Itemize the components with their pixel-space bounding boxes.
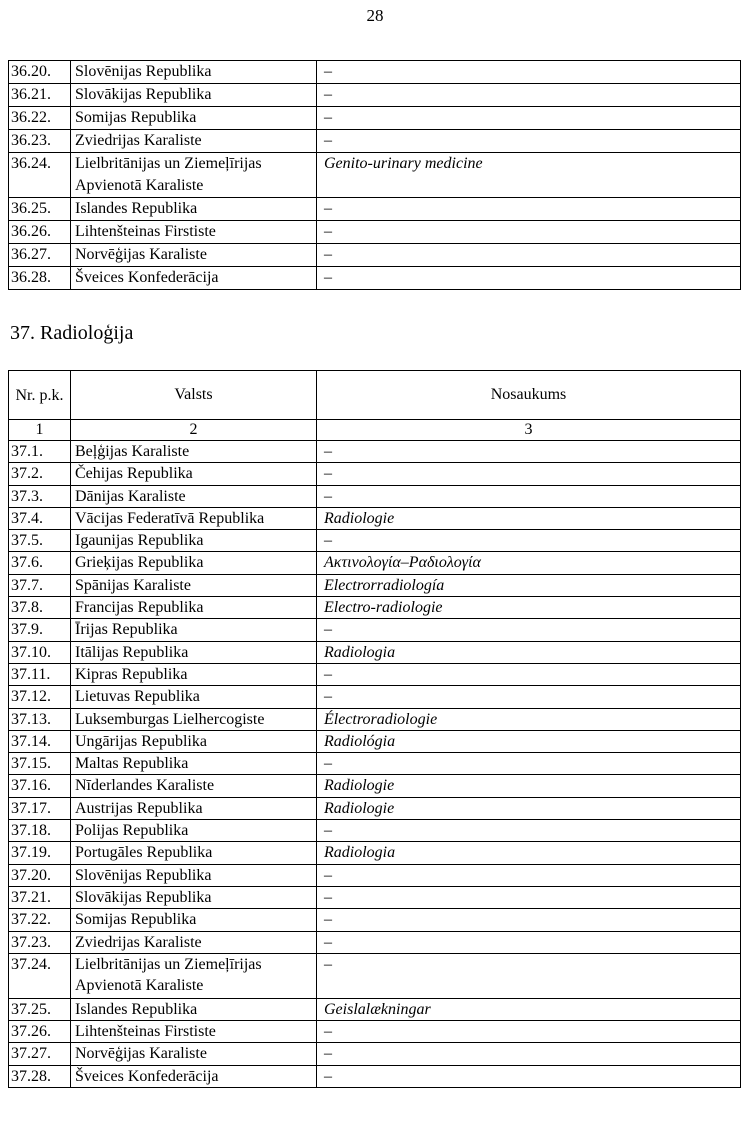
row-name: Electrorradiología: [317, 574, 741, 596]
row-number: 36.23.: [9, 130, 71, 153]
table-37-index-row: [9, 420, 741, 441]
row-name: –: [317, 864, 741, 886]
row-number: 36.26.: [9, 221, 71, 244]
row-name: Electro-radiologie: [317, 597, 741, 619]
row-name: –: [317, 441, 741, 463]
row-number: 37.16.: [9, 775, 71, 797]
row-name: Radiologie: [317, 797, 741, 819]
row-country: Šveices Konfederācija: [71, 1065, 317, 1087]
row-country: Vācijas Federatīvā Republika: [71, 507, 317, 529]
table-row: [9, 485, 741, 507]
table-row: [9, 530, 741, 552]
row-number: 37.14.: [9, 730, 71, 752]
row-name: Radiologia: [317, 842, 741, 864]
table-row: [9, 463, 741, 485]
row-country: Zviedrijas Karaliste: [71, 130, 317, 153]
row-country: Kipras Republika: [71, 663, 317, 685]
header-num: Nr. p.k.: [9, 371, 71, 420]
row-number: 36.28.: [9, 267, 71, 290]
table-row: [9, 619, 741, 641]
row-name: –: [317, 820, 741, 842]
row-name: –: [317, 909, 741, 931]
row-name: Radiologia: [317, 641, 741, 663]
table-row: [9, 886, 741, 908]
row-country: Lihtenšteinas Firstiste: [71, 1021, 317, 1043]
table-row: [9, 909, 741, 931]
table-row: [9, 153, 741, 198]
row-country: Polijas Republika: [71, 820, 317, 842]
row-number: 37.15.: [9, 753, 71, 775]
row-number: 37.26.: [9, 1021, 71, 1043]
row-name: –: [317, 1043, 741, 1065]
row-number: 37.6.: [9, 552, 71, 574]
table-row: [9, 107, 741, 130]
table-row: [9, 775, 741, 797]
row-number: 36.21.: [9, 84, 71, 107]
row-country: Zviedrijas Karaliste: [71, 931, 317, 953]
row-number: 37.25.: [9, 998, 71, 1020]
row-number: 37.27.: [9, 1043, 71, 1065]
row-name: –: [317, 84, 741, 107]
table-row: [9, 641, 741, 663]
row-name: Geislalækningar: [317, 998, 741, 1020]
row-country: Čehijas Republika: [71, 463, 317, 485]
row-name: Électroradiologie: [317, 708, 741, 730]
row-number: 36.27.: [9, 244, 71, 267]
table-row: [9, 708, 741, 730]
row-country: Šveices Konfederācija: [71, 267, 317, 290]
row-name: –: [317, 663, 741, 685]
row-country: Lietuvas Republika: [71, 686, 317, 708]
row-name: –: [317, 267, 741, 290]
table-row: [9, 267, 741, 290]
index-name: 3: [317, 420, 741, 441]
table-37-radiology: [8, 370, 741, 1088]
table-row: [9, 864, 741, 886]
table-row: [9, 1065, 741, 1087]
table-36-continuation: [8, 60, 741, 290]
table-row: [9, 61, 741, 84]
row-country: Islandes Republika: [71, 998, 317, 1020]
row-country: Slovākijas Republika: [71, 886, 317, 908]
header-country: Valsts: [71, 371, 317, 420]
row-number: 37.18.: [9, 820, 71, 842]
table-37-header-row: [9, 371, 741, 420]
row-name: –: [317, 221, 741, 244]
row-name: –: [317, 244, 741, 267]
row-country: Dānijas Karaliste: [71, 485, 317, 507]
row-number: 37.21.: [9, 886, 71, 908]
table-row: [9, 931, 741, 953]
table-row: [9, 130, 741, 153]
row-country: Igaunijas Republika: [71, 530, 317, 552]
row-country: Austrijas Republika: [71, 797, 317, 819]
row-country: Norvēģijas Karaliste: [71, 244, 317, 267]
table-row: [9, 507, 741, 529]
index-num: 1: [9, 420, 71, 441]
table-row: [9, 198, 741, 221]
row-country: Slovēnijas Republika: [71, 61, 317, 84]
row-country: Lihtenšteinas Firstiste: [71, 221, 317, 244]
table-row: [9, 1021, 741, 1043]
row-number: 36.20.: [9, 61, 71, 84]
row-name: –: [317, 753, 741, 775]
row-number: 37.11.: [9, 663, 71, 685]
table-row: [9, 730, 741, 752]
row-number: 37.8.: [9, 597, 71, 619]
table-row: [9, 1043, 741, 1065]
row-number: 37.4.: [9, 507, 71, 529]
index-country: 2: [71, 420, 317, 441]
row-number: 37.3.: [9, 485, 71, 507]
row-country: Nīderlandes Karaliste: [71, 775, 317, 797]
page-number: 28: [366, 6, 384, 25]
row-country: Somijas Republika: [71, 909, 317, 931]
row-country: Norvēģijas Karaliste: [71, 1043, 317, 1065]
row-name: –: [317, 530, 741, 552]
row-country: Francijas Republika: [71, 597, 317, 619]
table-row: [9, 84, 741, 107]
table-row: [9, 221, 741, 244]
table-row: [9, 244, 741, 267]
table-row: [9, 953, 741, 998]
table-row: [9, 686, 741, 708]
row-name: Radiológia: [317, 730, 741, 752]
row-number: 37.20.: [9, 864, 71, 886]
row-name: –: [317, 953, 741, 998]
row-number: 37.17.: [9, 797, 71, 819]
row-name: –: [317, 931, 741, 953]
row-country: Beļģijas Karaliste: [71, 441, 317, 463]
row-name: –: [317, 61, 741, 84]
row-country: Slovākijas Republika: [71, 84, 317, 107]
row-number: 37.10.: [9, 641, 71, 663]
table-row: [9, 797, 741, 819]
row-country: Spānijas Karaliste: [71, 574, 317, 596]
table-row: [9, 842, 741, 864]
row-name: –: [317, 485, 741, 507]
row-name: Genito-urinary medicine: [317, 153, 741, 198]
table-row: [9, 552, 741, 574]
row-name: –: [317, 198, 741, 221]
row-number: 37.5.: [9, 530, 71, 552]
row-number: 37.1.: [9, 441, 71, 463]
row-country: Itālijas Republika: [71, 641, 317, 663]
row-country: Maltas Republika: [71, 753, 317, 775]
row-number: 37.2.: [9, 463, 71, 485]
row-country: Islandes Republika: [71, 198, 317, 221]
table-36-body: [9, 61, 741, 290]
row-country: Slovēnijas Republika: [71, 864, 317, 886]
row-number: 37.24.: [9, 953, 71, 998]
row-country: Grieķijas Republika: [71, 552, 317, 574]
row-name: Radiologie: [317, 775, 741, 797]
row-country: Lielbritānijas un Ziemeļīrijas Apvienotā Karaliste: [71, 953, 317, 998]
row-name: Ακτινολογία–Ραδιολογία: [317, 552, 741, 574]
row-name: –: [317, 463, 741, 485]
table-row: [9, 998, 741, 1020]
row-name: –: [317, 886, 741, 908]
table-37-body: [9, 441, 741, 1088]
table-row: [9, 820, 741, 842]
row-country: Īrijas Republika: [71, 619, 317, 641]
header-name: Nosaukums: [317, 371, 741, 420]
row-number: 37.22.: [9, 909, 71, 931]
row-number: 36.24.: [9, 153, 71, 198]
row-name: –: [317, 107, 741, 130]
row-name: –: [317, 619, 741, 641]
row-number: 37.13.: [9, 708, 71, 730]
row-number: 37.19.: [9, 842, 71, 864]
row-name: –: [317, 686, 741, 708]
table-row: [9, 753, 741, 775]
row-number: 37.28.: [9, 1065, 71, 1087]
row-country: Luksemburgas Lielhercogiste: [71, 708, 317, 730]
row-name: –: [317, 130, 741, 153]
row-country: Lielbritānijas un Ziemeļīrijas Apvienotā Karaliste: [71, 153, 317, 198]
section-heading-37: 37. Radioloģija: [10, 322, 134, 344]
row-country: Ungārijas Republika: [71, 730, 317, 752]
row-name: –: [317, 1021, 741, 1043]
row-country: Portugāles Republika: [71, 842, 317, 864]
row-country: Somijas Republika: [71, 107, 317, 130]
row-number: 36.22.: [9, 107, 71, 130]
row-name: –: [317, 1065, 741, 1087]
row-number: 37.23.: [9, 931, 71, 953]
row-number: 37.9.: [9, 619, 71, 641]
row-number: 37.12.: [9, 686, 71, 708]
row-number: 37.7.: [9, 574, 71, 596]
table-row: [9, 663, 741, 685]
table-row: [9, 441, 741, 463]
row-name: Radiologie: [317, 507, 741, 529]
row-number: 36.25.: [9, 198, 71, 221]
table-row: [9, 597, 741, 619]
table-row: [9, 574, 741, 596]
